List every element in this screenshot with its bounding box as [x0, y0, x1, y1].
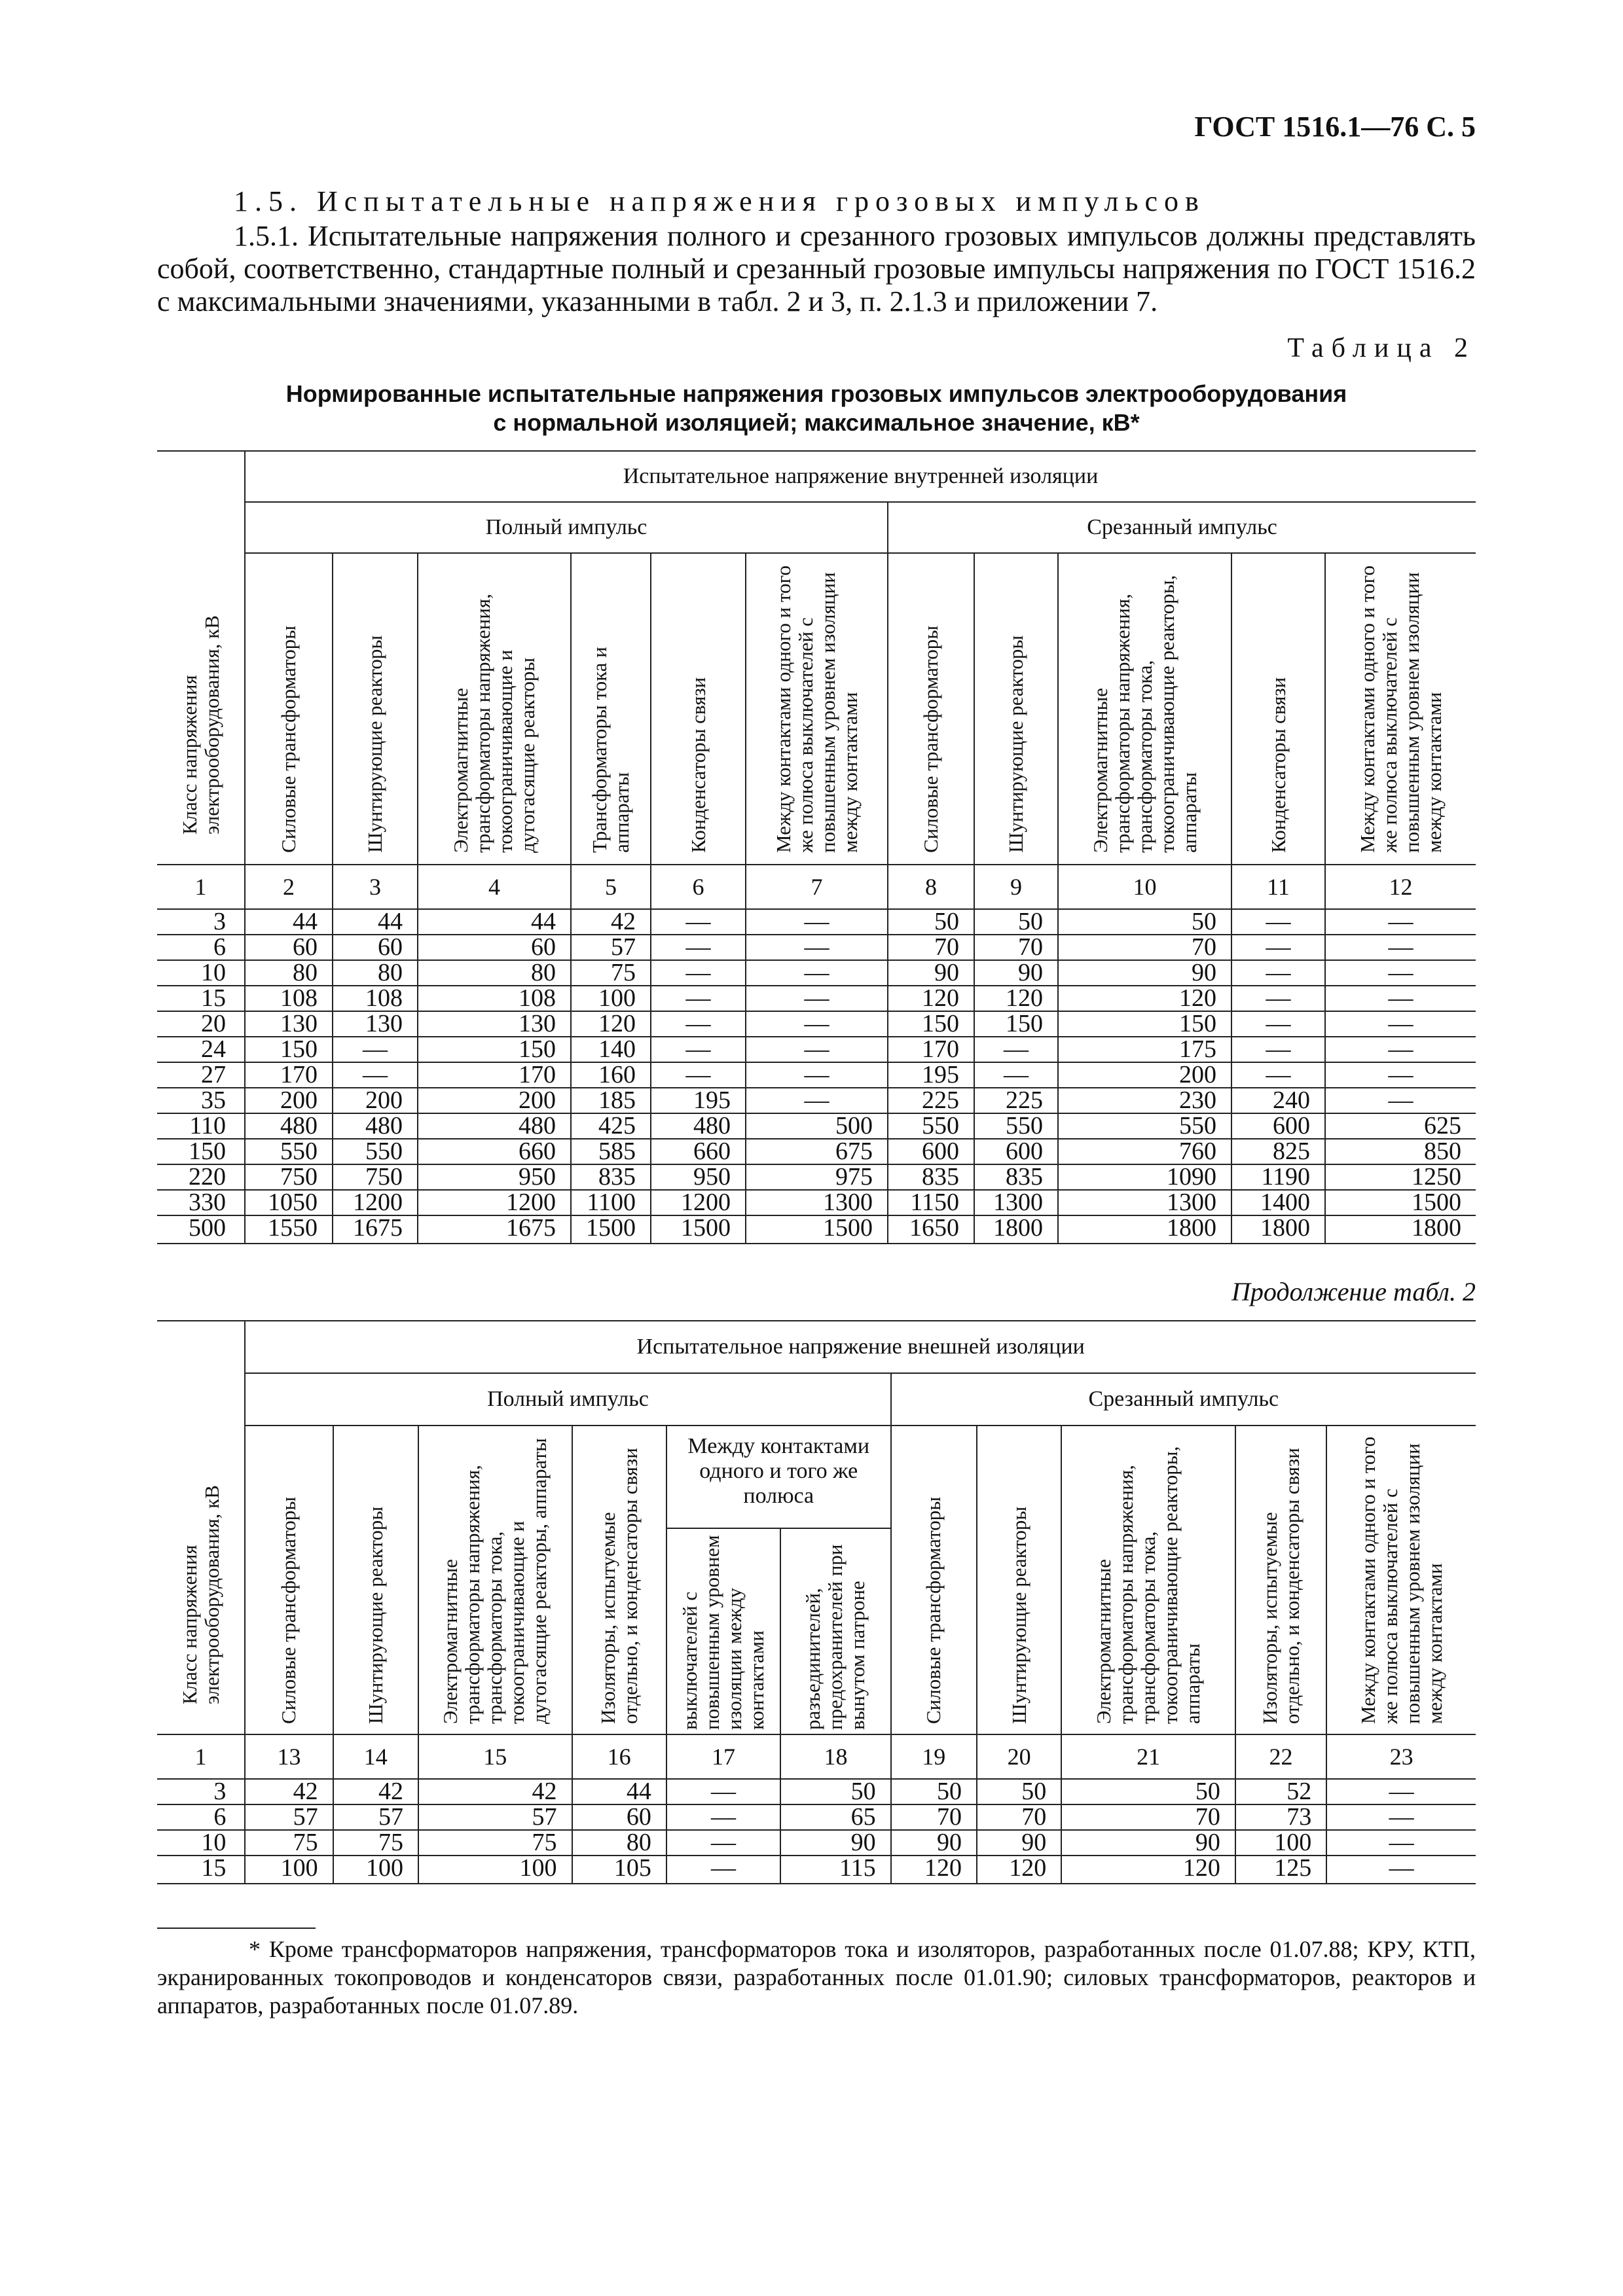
table-cell: 100 [418, 1856, 572, 1884]
table-cell: 57 [245, 1804, 333, 1830]
table-cell: 90 [891, 1830, 977, 1856]
table-cell: 90 [888, 960, 974, 986]
table-cell: 60 [333, 935, 418, 960]
table-cell: 600 [888, 1139, 974, 1164]
column-number: 21 [1061, 1734, 1235, 1779]
table-cell: 675 [746, 1139, 888, 1164]
column-header: Силовые трансформаторы [888, 553, 974, 865]
table-cell: 3 [157, 909, 245, 935]
table-cell: 1190 [1231, 1164, 1325, 1190]
table-cell: 20 [157, 1011, 245, 1037]
table-cell: 835 [888, 1164, 974, 1190]
table-cell: 90 [974, 960, 1058, 986]
table-row [157, 960, 1476, 986]
table-cell: 1500 [651, 1215, 746, 1244]
table-cell: 625 [1325, 1113, 1476, 1139]
table-cell: 6 [157, 1804, 245, 1830]
table-cell: 50 [888, 909, 974, 935]
table-cell: 100 [333, 1856, 418, 1884]
table-cell: — [333, 1062, 418, 1088]
table-cell: — [746, 1011, 888, 1037]
table-cell: 70 [891, 1804, 977, 1830]
table-cell: — [1326, 1779, 1476, 1804]
column-number: 10 [1058, 865, 1231, 909]
table-cell: 195 [888, 1062, 974, 1088]
table-cell: 1300 [746, 1190, 888, 1215]
table-cell: 42 [333, 1779, 418, 1804]
table-cell: 110 [157, 1113, 245, 1139]
column-header: Электромагнитные трансформаторы напряжения, трансформаторы тока, токоограничивающие реакторы, аппараты [1061, 1426, 1235, 1734]
table-cell: 120 [891, 1856, 977, 1884]
table-cell: 115 [780, 1856, 890, 1884]
table-cell: 1100 [571, 1190, 651, 1215]
table-cell: 425 [571, 1113, 651, 1139]
table-row [157, 1037, 1476, 1062]
table-cell: 480 [333, 1113, 418, 1139]
table-cell: 200 [418, 1088, 571, 1113]
table-cell: 550 [245, 1139, 333, 1164]
paragraph [157, 220, 1476, 318]
table-cell: 760 [1058, 1139, 1231, 1164]
table-cell: 73 [1235, 1804, 1326, 1830]
table-cell: 42 [418, 1779, 572, 1804]
table-cell: 70 [888, 935, 974, 960]
column-header: Электромагнитные трансформаторы напряжения, токоограничивающие и дугогасящие реакторы [418, 553, 571, 865]
table-cell: 500 [746, 1113, 888, 1139]
table-cell: 130 [333, 1011, 418, 1037]
table-cell: — [1325, 935, 1476, 960]
table-cell: 65 [780, 1804, 890, 1830]
table-internal-insulation [157, 450, 1476, 1244]
column-number: 5 [571, 865, 651, 909]
column-number: 23 [1326, 1734, 1476, 1779]
column-number: 16 [572, 1734, 666, 1779]
column-number: 3 [333, 865, 418, 909]
table-cell: 120 [1061, 1856, 1235, 1884]
column-header: Электромагнитные трансформаторы напряжения, трансформаторы тока, токоограничивающие реакторы, аппараты [1058, 553, 1231, 865]
table-cell: — [1231, 1062, 1325, 1088]
table-cell: 100 [571, 986, 651, 1011]
table-cell: — [1231, 960, 1325, 986]
table-cell: 500 [157, 1215, 245, 1244]
table-cell: 44 [418, 909, 571, 935]
table-cell: 120 [571, 1011, 651, 1037]
table-cell: 480 [651, 1113, 746, 1139]
table-cell: — [651, 935, 746, 960]
cut-impulse-header: Срезанный импульс [888, 502, 1476, 553]
table-cell: 3 [157, 1779, 245, 1804]
column-header: выключателей с повышенным уровнем изоляции между контактами [666, 1528, 780, 1734]
table-cell: 600 [974, 1139, 1058, 1164]
table-cell: — [1326, 1830, 1476, 1856]
table-cell: 170 [888, 1037, 974, 1062]
table-cell: 1800 [1058, 1215, 1231, 1244]
table-cell: 15 [157, 986, 245, 1011]
table-cell: — [1325, 1037, 1476, 1062]
table-cell: 42 [245, 1779, 333, 1804]
table-row [157, 1062, 1476, 1088]
column-header: Электромагнитные трансформаторы напряжения, трансформаторы тока, токоограничивающие и дугогасящие реакторы, аппараты [418, 1426, 572, 1734]
column-header: разъединителей, предохранителей при вынутом патроне [780, 1528, 890, 1734]
table-cell: 27 [157, 1062, 245, 1088]
table-cell: 6 [157, 935, 245, 960]
table-title-line1: Нормированные испытательные напряжения грозовых импульсов электрооборудования [285, 380, 1347, 407]
table-cell: 35 [157, 1088, 245, 1113]
table-row [157, 986, 1476, 1011]
table-cell: 120 [977, 1856, 1061, 1884]
column-header: Изоляторы, испытуемые отдельно, и конденсаторы связи [572, 1426, 666, 1734]
column-header: Конденсаторы связи [651, 553, 746, 865]
table-cell: 60 [418, 935, 571, 960]
table-cell: 70 [977, 1804, 1061, 1830]
table-cell: — [666, 1779, 780, 1804]
table-cell: 100 [245, 1856, 333, 1884]
table-cell: 105 [572, 1856, 666, 1884]
table-cell: — [746, 986, 888, 1011]
table-cell: 1500 [571, 1215, 651, 1244]
table-cell: 80 [245, 960, 333, 986]
table-cell: 660 [651, 1139, 746, 1164]
full-impulse-header: Полный импульс [245, 1373, 890, 1426]
continuation-label: Продолжение табл. 2 [1231, 1277, 1476, 1306]
table-row [157, 1856, 1476, 1884]
table-cell: 175 [1058, 1037, 1231, 1062]
table-cell: 550 [1058, 1113, 1231, 1139]
table-row [157, 1139, 1476, 1164]
full-impulse-header: Полный импульс [245, 502, 888, 553]
page-header: ГОСТ 1516.1—76 С. 5 [1194, 111, 1476, 143]
table-cell: 57 [333, 1804, 418, 1830]
table-row [157, 1113, 1476, 1139]
table-cell: 120 [974, 986, 1058, 1011]
table-cell: 1800 [974, 1215, 1058, 1244]
column-number: 2 [245, 865, 333, 909]
table-cell: 108 [418, 986, 571, 1011]
table-cell: — [651, 1011, 746, 1037]
table-cell: 1650 [888, 1215, 974, 1244]
footnote-rule [157, 1928, 316, 1929]
table-cell: 975 [746, 1164, 888, 1190]
table-cell: 100 [1235, 1830, 1326, 1856]
table-cell: 1500 [746, 1215, 888, 1244]
table-cell: 42 [571, 909, 651, 935]
table-cell: 130 [418, 1011, 571, 1037]
table-cell: 1800 [1231, 1215, 1325, 1244]
table-cell: — [651, 909, 746, 935]
table-cell: 550 [888, 1113, 974, 1139]
table-cell: 75 [418, 1830, 572, 1856]
table-cell: 200 [245, 1088, 333, 1113]
table-cell: 170 [418, 1062, 571, 1088]
table-title-line2: с нормальной изоляцией; максимальное значение, кВ* [493, 409, 1140, 436]
table-cell: — [666, 1856, 780, 1884]
table-cell: 150 [418, 1037, 571, 1062]
table-cell: 125 [1235, 1856, 1326, 1884]
table-cell: 70 [974, 935, 1058, 960]
table-cell: 835 [974, 1164, 1058, 1190]
table-cell: — [666, 1830, 780, 1856]
column-number: 15 [418, 1734, 572, 1779]
table-cell: — [651, 1037, 746, 1062]
table-row [157, 909, 1476, 935]
table-cell: 120 [888, 986, 974, 1011]
table-label: Таблица 2 [1287, 333, 1476, 363]
column-header: Изоляторы, испытуемые отдельно, и конденсаторы связи [1235, 1426, 1326, 1734]
table-row [157, 1779, 1476, 1804]
table-cell: 240 [1231, 1088, 1325, 1113]
column-number: 1 [157, 865, 245, 909]
table-cell: 225 [974, 1088, 1058, 1113]
table-cell: 1150 [888, 1190, 974, 1215]
table-external-insulation [157, 1320, 1476, 1884]
table-cell: 80 [418, 960, 571, 986]
table-row [157, 1190, 1476, 1215]
column-header: Между контактами одного и того же полюса выключателей с повышенным уровнем изоляции между контактами [1326, 1426, 1476, 1734]
table-cell: 1200 [333, 1190, 418, 1215]
table-cell: 24 [157, 1037, 245, 1062]
table-cell: — [651, 1062, 746, 1088]
table-cell: 90 [780, 1830, 890, 1856]
table-cell: — [651, 986, 746, 1011]
column-number: 14 [333, 1734, 418, 1779]
table-cell: 80 [333, 960, 418, 986]
table-cell: 1250 [1325, 1164, 1476, 1190]
table-cell: 1800 [1325, 1215, 1476, 1244]
table-cell: 1500 [1325, 1190, 1476, 1215]
table-cell: — [974, 1037, 1058, 1062]
table-cell: — [1325, 1088, 1476, 1113]
column-header: Между контактами одного и того же полюса выключателей с повышенным уровнем изоляции между контактами [1325, 553, 1476, 865]
table-cell: 480 [245, 1113, 333, 1139]
table-cell: 1550 [245, 1215, 333, 1244]
table-cell: 225 [888, 1088, 974, 1113]
table-cell: 1300 [1058, 1190, 1231, 1215]
table-cell: 150 [888, 1011, 974, 1037]
table-cell: 550 [974, 1113, 1058, 1139]
table-cell: 75 [333, 1830, 418, 1856]
column-number: 11 [1231, 865, 1325, 909]
table-cell: 220 [157, 1164, 245, 1190]
table-cell: 330 [157, 1190, 245, 1215]
table-cell: 1200 [651, 1190, 746, 1215]
table-cell: — [1325, 1062, 1476, 1088]
table-cell: — [1231, 909, 1325, 935]
table-cell: — [666, 1804, 780, 1830]
column-header: Шунтирующие реакторы [333, 1426, 418, 1734]
column-number: 12 [1325, 865, 1476, 909]
column-number: 1 [157, 1734, 245, 1779]
table-cell: 1200 [418, 1190, 571, 1215]
column-header: Конденсаторы связи [1231, 553, 1325, 865]
table-cell: 660 [418, 1139, 571, 1164]
table-cell: — [974, 1062, 1058, 1088]
table-cell: 1050 [245, 1190, 333, 1215]
table-cell: 120 [1058, 986, 1231, 1011]
section-title: 1.5. Испытательные напряжения грозовых импульсов [234, 185, 1205, 217]
table-cell: 57 [571, 935, 651, 960]
column-header: Шунтирующие реакторы [333, 553, 418, 865]
column-number: 8 [888, 865, 974, 909]
table-cell: 1675 [418, 1215, 571, 1244]
table-cell: — [746, 1088, 888, 1113]
table-cell: 50 [1061, 1779, 1235, 1804]
table-cell: 850 [1325, 1139, 1476, 1164]
table-cell: 600 [1231, 1113, 1325, 1139]
table-cell: 130 [245, 1011, 333, 1037]
column-number: 6 [651, 865, 746, 909]
table-cell: 200 [1058, 1062, 1231, 1088]
table-cell: 52 [1235, 1779, 1326, 1804]
table-cell: 50 [974, 909, 1058, 935]
table-cell: 50 [780, 1779, 890, 1804]
column-number: 9 [974, 865, 1058, 909]
table-cell: 150 [245, 1037, 333, 1062]
table-cell: 170 [245, 1062, 333, 1088]
table-cell: 108 [245, 986, 333, 1011]
table-cell: 60 [245, 935, 333, 960]
table-cell: 150 [974, 1011, 1058, 1037]
table-cell: 75 [245, 1830, 333, 1856]
table-cell: 57 [418, 1804, 572, 1830]
table-cell: 1675 [333, 1215, 418, 1244]
between-contacts-header: Между контактами одного и того же полюса [666, 1426, 891, 1528]
table-cell: 10 [157, 960, 245, 986]
table-cell: — [1326, 1804, 1476, 1830]
table-cell: 550 [333, 1139, 418, 1164]
column-header: Силовые трансформаторы [245, 1426, 333, 1734]
column-header: Шунтирующие реакторы [977, 1426, 1061, 1734]
table-cell: 750 [333, 1164, 418, 1190]
table-cell: 50 [891, 1779, 977, 1804]
footnote [157, 1935, 1476, 2020]
table-row [157, 1011, 1476, 1037]
table-cell: 44 [572, 1779, 666, 1804]
table-row [157, 1804, 1476, 1830]
table-title [157, 380, 1476, 437]
table-cell: 15 [157, 1856, 245, 1884]
table-cell: 108 [333, 986, 418, 1011]
table-row [157, 1830, 1476, 1856]
table-cell: 1090 [1058, 1164, 1231, 1190]
table-cell: 585 [571, 1139, 651, 1164]
column-number: 22 [1235, 1734, 1326, 1779]
table-row [157, 935, 1476, 960]
table-cell: 70 [1061, 1804, 1235, 1830]
column-number: 4 [418, 865, 571, 909]
table-cell: — [651, 960, 746, 986]
table-cell: 950 [651, 1164, 746, 1190]
cut-impulse-header: Срезанный импульс [891, 1373, 1476, 1426]
table-cell: 140 [571, 1037, 651, 1062]
table-cell: — [1325, 960, 1476, 986]
table-cell: 80 [572, 1830, 666, 1856]
table-cell: 1300 [974, 1190, 1058, 1215]
table-cell: — [1231, 986, 1325, 1011]
table-cell: — [746, 909, 888, 935]
table-cell: 1400 [1231, 1190, 1325, 1215]
table-row [157, 1088, 1476, 1113]
table-cell: — [1231, 1037, 1325, 1062]
table-cell: — [1326, 1856, 1476, 1884]
table-cell: 950 [418, 1164, 571, 1190]
table-cell: 230 [1058, 1088, 1231, 1113]
class-header: Класс напряжения электрооборудования, кВ [157, 451, 245, 865]
table-cell: 150 [1058, 1011, 1231, 1037]
paragraph-text: 1.5.1. Испытательные напряжения полного и срезанного грозовых импульсов должны представлять собой, соответственно, стандартные полный и срезанный грозовые импульсы напряжения по ГОСТ 1516.2 с максимальными значениями, указанными в табл. 2 и 3, п. 2.1.3 и приложении 7. [157, 220, 1476, 317]
table-cell: — [1325, 1011, 1476, 1037]
table-cell: 195 [651, 1088, 746, 1113]
column-number: 19 [891, 1734, 977, 1779]
internal-insulation-header: Испытательное напряжение внутренней изоляции [245, 451, 1476, 502]
external-insulation-header: Испытательное напряжение внешней изоляции [245, 1321, 1476, 1373]
column-header: Силовые трансформаторы [245, 553, 333, 865]
table-cell: — [1231, 1011, 1325, 1037]
table-cell: 185 [571, 1088, 651, 1113]
table-row [157, 1164, 1476, 1190]
table-row [157, 1215, 1476, 1244]
column-header: Силовые трансформаторы [891, 1426, 977, 1734]
table-cell: — [746, 1037, 888, 1062]
table-cell: 50 [977, 1779, 1061, 1804]
table-cell: — [1325, 909, 1476, 935]
column-header: Между контактами одного и того же полюса выключателей с повышенным уровнем изоляции между контактами [746, 553, 888, 865]
table-cell: — [1231, 935, 1325, 960]
column-number: 20 [977, 1734, 1061, 1779]
table-cell: 60 [572, 1804, 666, 1830]
table-cell: — [333, 1037, 418, 1062]
table-cell: 44 [333, 909, 418, 935]
table-cell: 70 [1058, 935, 1231, 960]
table-cell: 44 [245, 909, 333, 935]
table-cell: 150 [157, 1139, 245, 1164]
table-cell: 75 [571, 960, 651, 986]
table-cell: — [746, 960, 888, 986]
column-number: 17 [666, 1734, 780, 1779]
column-number: 18 [780, 1734, 890, 1779]
table-cell: 90 [1058, 960, 1231, 986]
table-cell: 480 [418, 1113, 571, 1139]
table-cell: — [1325, 986, 1476, 1011]
table-cell: 90 [977, 1830, 1061, 1856]
table-cell: 825 [1231, 1139, 1325, 1164]
table-cell: 50 [1058, 909, 1231, 935]
table-cell: 200 [333, 1088, 418, 1113]
table-cell: 10 [157, 1830, 245, 1856]
table-cell: 160 [571, 1062, 651, 1088]
column-number: 13 [245, 1734, 333, 1779]
table-cell: 90 [1061, 1830, 1235, 1856]
table-cell: 750 [245, 1164, 333, 1190]
column-number: 7 [746, 865, 888, 909]
column-header: Шунтирующие реакторы [974, 553, 1058, 865]
footnote-text: * Кроме трансформаторов напряжения, трансформаторов тока и изоляторов, разработанных после 01.07.88; КРУ, КТП, экранированных токопроводов и конденсаторов связи, разработанных после 01.01.90; силовых трансформаторов, реакторов и аппаратов, разработанных после 01.07.89. [157, 1936, 1476, 2018]
column-header: Трансформаторы тока и аппараты [571, 553, 651, 865]
table-cell: 835 [571, 1164, 651, 1190]
table-cell: — [746, 935, 888, 960]
table-cell: — [746, 1062, 888, 1088]
class-header: Класс напряжения электрооборудования, кВ [157, 1321, 245, 1734]
